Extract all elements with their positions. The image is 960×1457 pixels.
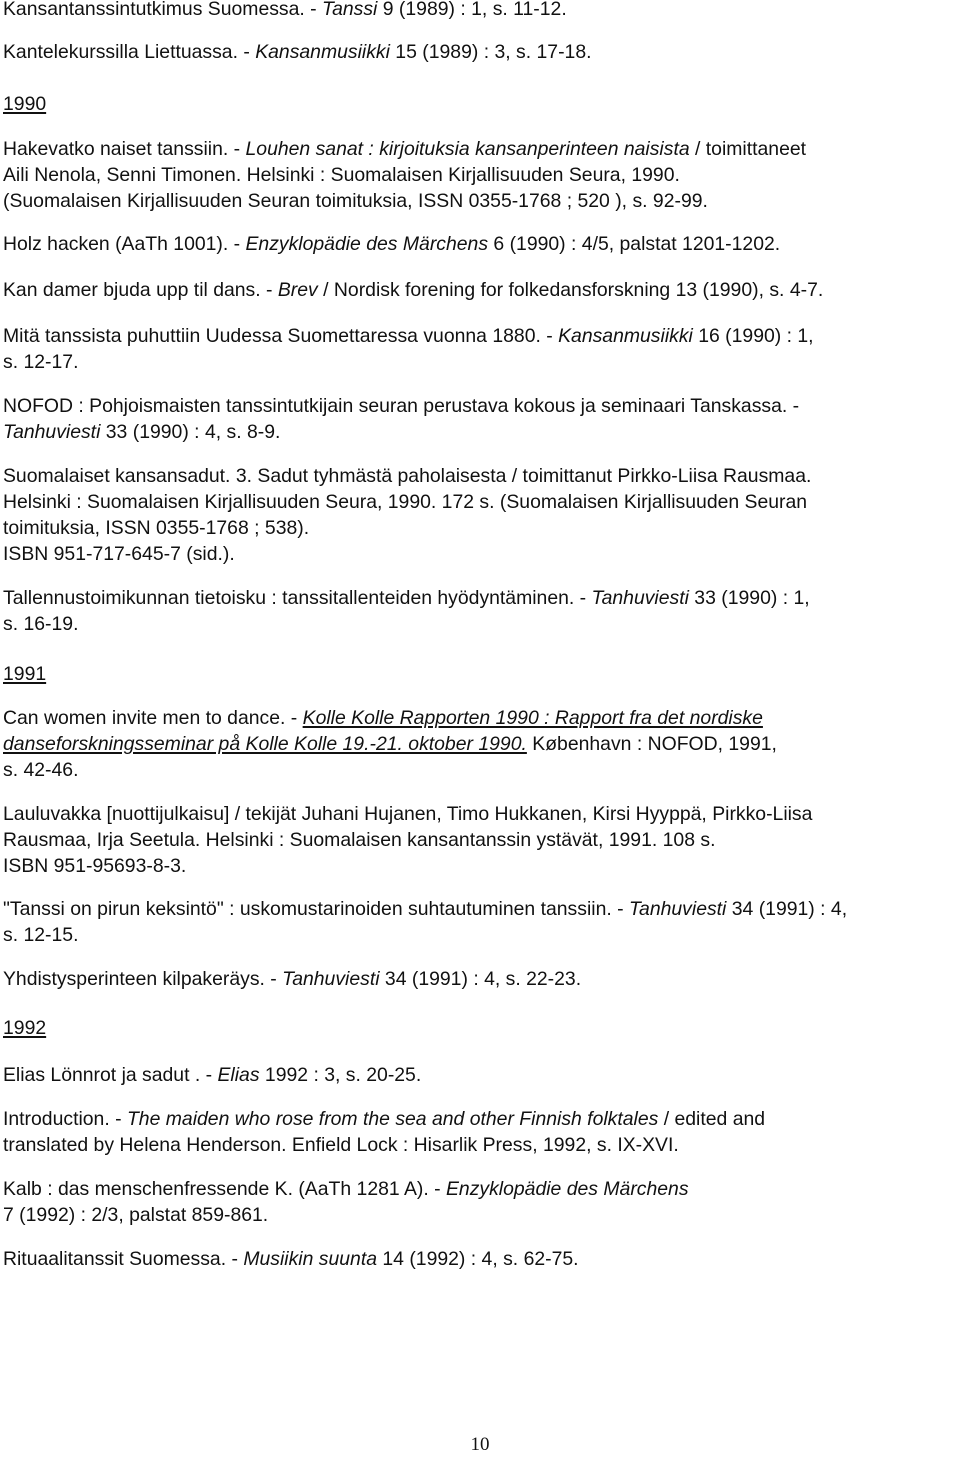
bibliography-entry: Kan damer bjuda upp til dans. - Brev / Nordisk forening for folkedansforskning 13 (1990), s. 4-7. <box>3 279 824 301</box>
year-heading-1990: 1990 <box>3 93 47 115</box>
page-number: 10 <box>470 1434 490 1455</box>
bibliography-entry: Kalb : das menschenfressende K. (AaTh 1281 A). - Enzyklopädie des Märchens <box>3 1178 689 1200</box>
bibliography-entry-continued: toimituksia, ISSN 0355-1768 ; 538). <box>3 517 310 539</box>
bibliography-entry-continued: danseforskningsseminar på Kolle Kolle 19.-21. oktober 1990. København : NOFOD, 1991, <box>3 733 777 755</box>
year-heading-1992: 1992 <box>3 1017 47 1039</box>
bibliography-entry-continued: Helsinki : Suomalaisen Kirjallisuuden Seura, 1990. 172 s. (Suomalaisen Kirjallisuuden Seuran <box>3 491 808 513</box>
bibliography-entry: "Tanssi on pirun keksintö" : uskomustarinoiden suhtautuminen tanssiin. - Tanhuviesti 34 (1991) : 4, <box>3 898 848 920</box>
bibliography-entry: Holz hacken (AaTh 1001). - Enzyklopädie des Märchens 6 (1990) : 4/5, palstat 1201-1202. <box>3 233 781 255</box>
bibliography-entry-continued: ISBN 951-95693-8-3. <box>3 855 187 877</box>
bibliography-entry-continued: Aili Nenola, Senni Timonen. Helsinki : Suomalaisen Kirjallisuuden Seura, 1990. <box>3 164 680 186</box>
bibliography-entry: Can women invite men to dance. - Kolle Kolle Rapporten 1990 : Rapport fra det nordiske <box>3 707 763 729</box>
bibliography-entry: Elias Lönnrot ja sadut . - Elias 1992 : 3, s. 20-25. <box>3 1064 422 1086</box>
bibliography-entry: Hakevatko naiset tanssiin. - Louhen sanat : kirjoituksia kansanperinteen naisista / toimittaneet <box>3 138 807 160</box>
bibliography-entry-continued: (Suomalaisen Kirjallisuuden Seuran toimituksia, ISSN 0355-1768 ; 520 ), s. 92-99. <box>3 190 708 212</box>
bibliography-entry-continued: s. 12-17. <box>3 351 79 373</box>
bibliography-entry: Suomalaiset kansansadut. 3. Sadut tyhmästä paholaisesta / toimittanut Pirkko-Liisa Rausmaa. <box>3 465 812 487</box>
bibliography-entry: NOFOD : Pohjoismaisten tanssintutkijain seuran perustava kokous ja seminaari Tanskassa. - <box>3 395 800 417</box>
year-heading-1991: 1991 <box>3 663 47 685</box>
bibliography-entry-continued: translated by Helena Henderson. Enfield Lock : Hisarlik Press, 1992, s. IX-XVI. <box>3 1134 679 1156</box>
bibliography-entry: Rituaalitanssit Suomessa. - Musiikin suunta 14 (1992) : 4, s. 62-75. <box>3 1248 579 1270</box>
bibliography-entry: Introduction. - The maiden who rose from the sea and other Finnish folktales / edited and <box>3 1108 766 1130</box>
bibliography-entry-continued: Tanhuviesti 33 (1990) : 4, s. 8-9. <box>3 421 281 443</box>
bibliography-entry: Yhdistysperinteen kilpakeräys. - Tanhuviesti 34 (1991) : 4, s. 22-23. <box>3 968 582 990</box>
bibliography-entry: Kansantanssintutkimus Suomessa. - Tanssi 9 (1989) : 1, s. 11-12. <box>3 0 567 20</box>
bibliography-entry-continued: ISBN 951-717-645-7 (sid.). <box>3 543 235 565</box>
bibliography-entry-continued: s. 16-19. <box>3 613 79 635</box>
bibliography-entry-continued: 7 (1992) : 2/3, palstat 859-861. <box>3 1204 269 1226</box>
bibliography-entry: Mitä tanssista puhuttiin Uudessa Suomettaressa vuonna 1880. - Kansanmusiikki 16 (1990) : 1, <box>3 325 814 347</box>
bibliography-entry-continued: s. 42-46. <box>3 759 79 781</box>
bibliography-entry-continued: Rausmaa, Irja Seetula. Helsinki : Suomalaisen kansantanssin ystävät, 1991. 108 s. <box>3 829 716 851</box>
bibliography-entry: Kantelekurssilla Liettuassa. - Kansanmusiikki 15 (1989) : 3, s. 17-18. <box>3 41 592 63</box>
bibliography-entry: Lauluvakka [nuottijulkaisu] / tekijät Juhani Hujanen, Timo Hukkanen, Kirsi Hyyppä, Pirkko-Liisa <box>3 803 813 825</box>
bibliography-entry-continued: s. 12-15. <box>3 924 79 946</box>
bibliography-entry: Tallennustoimikunnan tietoisku : tanssitallenteiden hyödyntäminen. - Tanhuviesti 33 (1990) : 1, <box>3 587 810 609</box>
